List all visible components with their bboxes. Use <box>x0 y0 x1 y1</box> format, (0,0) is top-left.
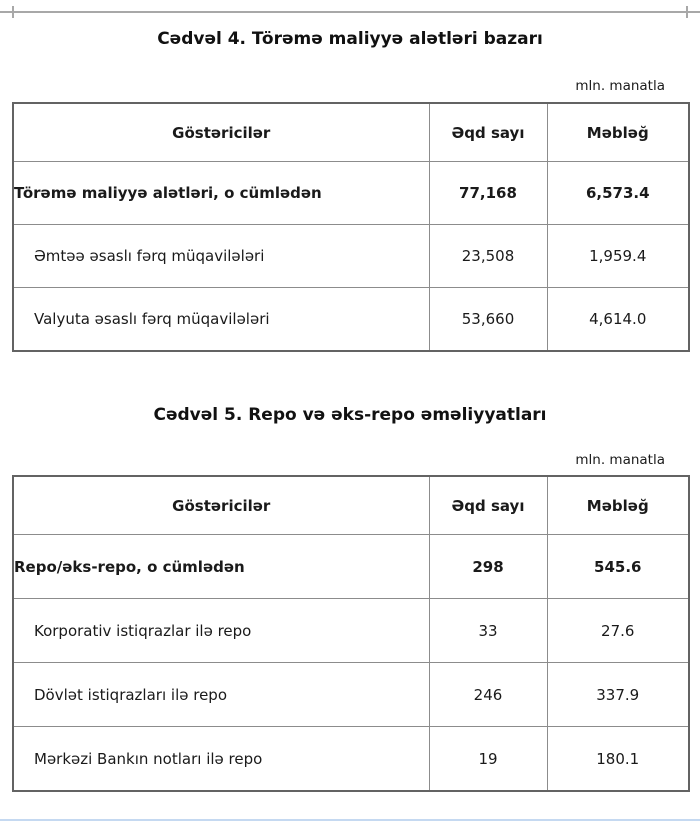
table-row <box>13 727 689 792</box>
row-label: Repo/əks-repo, o cümlədən <box>13 535 429 599</box>
table5-repo-operations <box>12 475 690 792</box>
table5-column-header-amount: Məbləğ <box>547 476 689 535</box>
table-row <box>13 288 689 352</box>
row-amount: 545.6 <box>547 535 689 599</box>
row-deal-count: 19 <box>429 727 547 792</box>
table4-derivatives-market <box>12 102 690 352</box>
row-deal-count: 33 <box>429 599 547 663</box>
table4-header-row <box>13 103 689 162</box>
row-deal-count: 23,508 <box>429 225 547 288</box>
row-deal-count: 246 <box>429 663 547 727</box>
row-label: Mərkəzi Bankın notları ilə repo <box>13 727 429 792</box>
row-amount: 337.9 <box>547 663 689 727</box>
table4-column-header-deal-count: Əqd sayı <box>429 103 547 162</box>
table4-column-header-indicators: Göstəricilər <box>13 103 429 162</box>
table4-unit-label: mln. manatla <box>575 78 665 94</box>
row-amount: 1,959.4 <box>547 225 689 288</box>
table5-title: Cədvəl 5. Repo və əks-repo əməliyyatları <box>153 405 547 425</box>
row-deal-count: 77,168 <box>429 162 547 225</box>
table4-column-header-amount: Məbləğ <box>547 103 689 162</box>
table5-column-header-deal-count: Əqd sayı <box>429 476 547 535</box>
row-label: Dövlət istiqrazları ilə repo <box>13 663 429 727</box>
row-amount: 27.6 <box>547 599 689 663</box>
table-row <box>13 599 689 663</box>
table5-header-row <box>13 476 689 535</box>
row-deal-count: 298 <box>429 535 547 599</box>
row-amount: 4,614.0 <box>547 288 689 352</box>
row-label: Korporativ istiqrazlar ilə repo <box>13 599 429 663</box>
table-row <box>13 663 689 727</box>
row-amount: 180.1 <box>547 727 689 792</box>
table4-title: Cədvəl 4. Törəmə maliyyə alətləri bazarı <box>157 29 543 49</box>
row-deal-count: 53,660 <box>429 288 547 352</box>
table-row <box>13 535 689 599</box>
row-label: Törəmə maliyyə alətləri, o cümlədən <box>13 162 429 225</box>
page-margin-rule <box>0 11 700 13</box>
table5-unit-label: mln. manatla <box>575 452 665 468</box>
table5-column-header-indicators: Göstəricilər <box>13 476 429 535</box>
row-label: Əmtəə əsaslı fərq müqavilələri <box>13 225 429 288</box>
table-row <box>13 225 689 288</box>
row-label: Valyuta əsaslı fərq müqavilələri <box>13 288 429 352</box>
margin-tick-right <box>686 6 688 18</box>
margin-tick-left <box>12 6 14 18</box>
row-amount: 6,573.4 <box>547 162 689 225</box>
table-row <box>13 162 689 225</box>
